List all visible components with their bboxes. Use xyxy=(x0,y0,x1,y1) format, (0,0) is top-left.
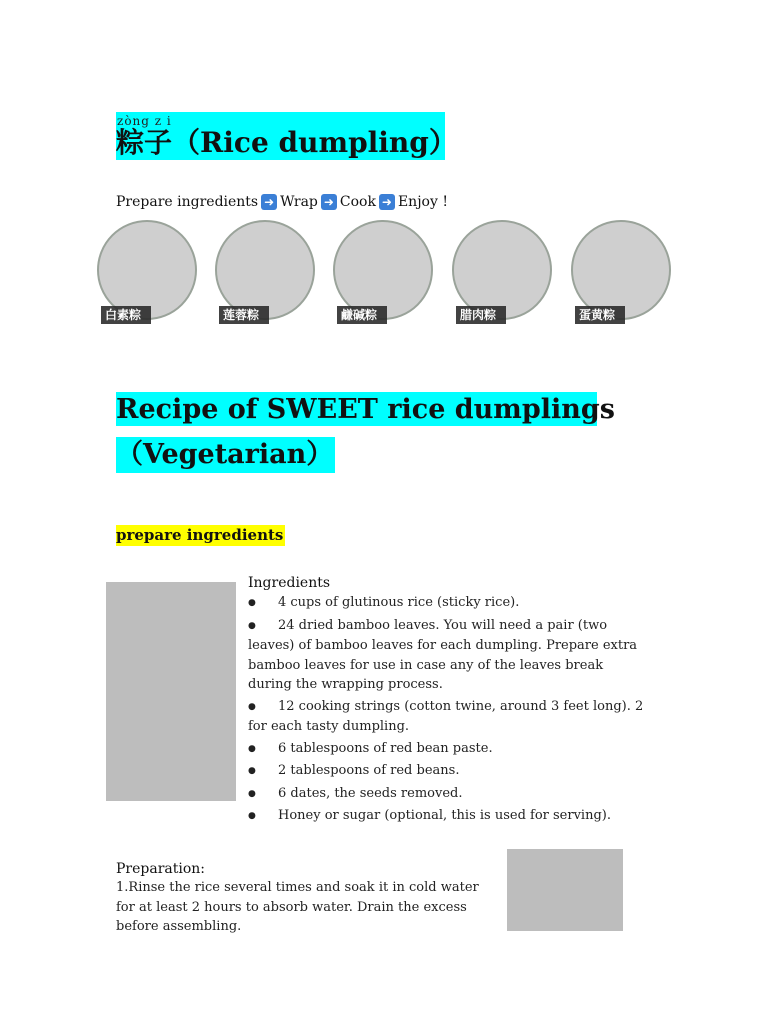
bullet-icon: ● xyxy=(248,701,256,712)
dumpling-label: 鹻碱粽 xyxy=(337,306,387,324)
bullet-icon: ● xyxy=(248,811,256,821)
preparation-text: 1.Rinse the rice several times and soak it in cold water for at least 2 hours to absorb water. Drain the excess before assembling. xyxy=(116,880,479,934)
list-item xyxy=(248,784,648,805)
dumpling-image-2 xyxy=(215,220,315,324)
step-enjoy: Enjoy ! xyxy=(397,194,448,210)
dumpling-label: 莲蓉粽 xyxy=(219,306,269,324)
list-item-text: 4 cups of glutinous rice (sticky rice). xyxy=(278,595,520,610)
bullet-icon: ● xyxy=(248,743,256,754)
ingredients-list xyxy=(248,593,648,827)
page-title: 粽子（Rice dumpling） xyxy=(116,126,457,159)
ingredients-heading: Ingredients xyxy=(248,575,331,591)
list-item-text: 24 dried bamboo leaves. You will need a pair (two leaves) of bamboo leaves for each dumpling. Prepare extra bamboo leaves for use in case any of the leaves break during the wrapping process. xyxy=(248,617,638,692)
bullet-icon: ● xyxy=(248,788,256,799)
step-wrap: Wrap xyxy=(280,194,318,210)
list-item-text: 12 cooking strings (cotton twine, around 3 feet long). 2 for each tasty dumpling. xyxy=(248,698,644,734)
dumpling-photo xyxy=(333,220,433,320)
steps-line xyxy=(116,194,448,210)
dumpling-honey-photo xyxy=(106,582,236,801)
list-item xyxy=(248,761,648,782)
preparation-heading: Preparation: xyxy=(116,861,206,877)
list-item-text: 2 tablespoons of red beans. xyxy=(278,763,460,778)
bullet-icon: ● xyxy=(248,620,256,631)
dumpling-label: 腊肉粽 xyxy=(456,306,506,324)
dumpling-image-1 xyxy=(97,220,197,324)
list-item xyxy=(248,616,648,695)
dumpling-photo xyxy=(452,220,552,320)
list-item-text: 6 dates, the seeds removed. xyxy=(278,785,463,801)
dumpling-label: 白素粽 xyxy=(101,306,151,324)
list-item-text: Honey or sugar (optional, this is used for serving). xyxy=(278,808,611,823)
dumpling-label: 蛋黄粽 xyxy=(575,306,625,324)
list-item xyxy=(248,739,648,760)
dumpling-image-5 xyxy=(571,220,671,324)
dumpling-image-4 xyxy=(452,220,552,324)
dumpling-photo xyxy=(571,220,671,320)
list-item-text: 6 tablespoons of red bean paste. xyxy=(278,740,493,756)
list-item xyxy=(248,806,648,827)
step-cook: Cook xyxy=(339,194,376,210)
title-pinyin: zòng z i xyxy=(117,114,172,128)
recipe-heading-line1: Recipe of SWEET rice dumplings xyxy=(116,394,615,425)
section-label: prepare ingredients xyxy=(116,526,284,544)
recipe-heading-line2: （Vegetarian） xyxy=(116,437,335,473)
list-item xyxy=(248,593,648,614)
right-arrow-icon: ➜ xyxy=(379,194,395,210)
list-item xyxy=(248,697,648,737)
dumpling-photo xyxy=(215,220,315,320)
bullet-icon: ● xyxy=(248,766,256,776)
right-arrow-icon: ➜ xyxy=(261,194,277,210)
rice-bowl-photo xyxy=(507,849,623,931)
bullet-icon: ● xyxy=(248,598,256,608)
right-arrow-icon: ➜ xyxy=(321,194,337,210)
dumpling-image-3 xyxy=(333,220,433,324)
dumpling-photo xyxy=(97,220,197,320)
step-prepare: Prepare ingredients xyxy=(116,194,259,210)
